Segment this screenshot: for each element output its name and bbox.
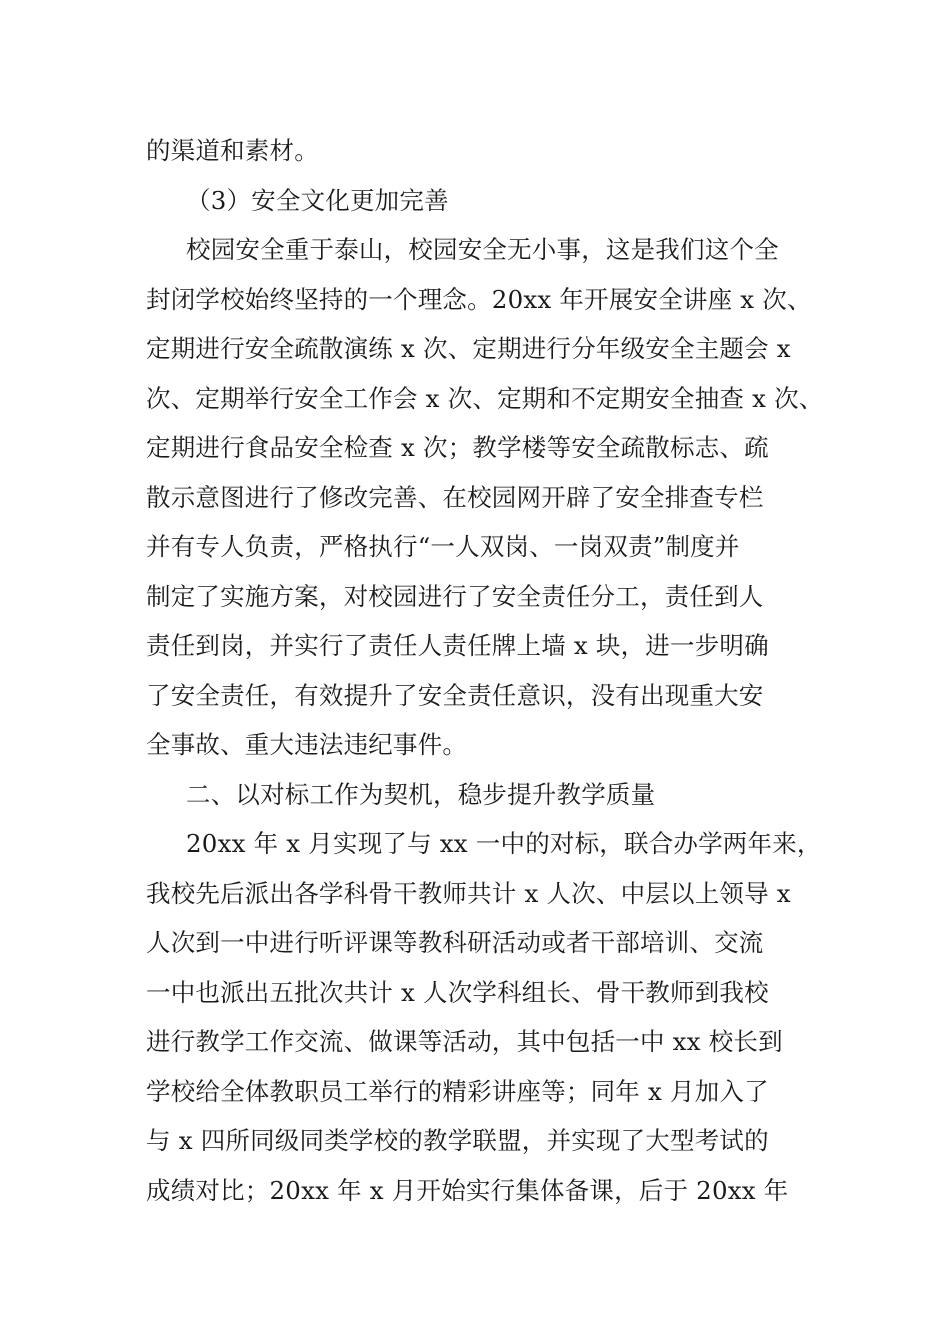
paragraph-line: 责任到岗，并实行了责任人责任牌上墙 x 块，进一步明确: [146, 631, 769, 660]
paragraph-line: 成绩对比；20xx 年 x 月开始实行集体备课，后于 20xx 年: [146, 1176, 789, 1205]
paragraph-line: 全事故、重大违法违纪事件。: [146, 730, 468, 759]
paragraph-line: 进行教学工作交流、做课等活动，其中包括一中 xx 校长到: [146, 1027, 783, 1056]
paragraph-line: 20xx 年 x 月实现了与 xx 一中的对标，联合办学两年来，: [186, 829, 822, 858]
paragraph-line: 与 x 四所同级同类学校的教学联盟，并实现了大型考试的: [146, 1126, 769, 1155]
paragraph-line: 封闭学校始终坚持的一个理念。20xx 年开展安全讲座 x 次、: [146, 285, 812, 314]
paragraph-line: 校园安全重于泰山，校园安全无小事，这是我们这个全: [186, 235, 779, 264]
paragraph-line: 定期进行食品安全检查 x 次；教学楼等安全疏散标志、疏: [146, 433, 769, 462]
paragraph-line: 制定了实施方案，对校园进行了安全责任分工，责任到人: [146, 582, 764, 611]
paragraph-line: 散示意图进行了修改完善、在校园网开辟了安全排查专栏: [146, 483, 764, 512]
paragraph-line: 人次到一中进行听评课等教科研活动或者干部培训、交流: [146, 928, 764, 957]
paragraph-line: 我校先后派出各学科骨干教师共计 x 人次、中层以上领导 x: [146, 879, 791, 908]
paragraph-line: 一中也派出五批次共计 x 人次学科组长、骨干教师到我校: [146, 978, 769, 1007]
paragraph-line: 了安全责任，有效提升了安全责任意识，没有出现重大安: [146, 681, 764, 710]
subheading-safety-culture: （3）安全文化更加完善: [186, 186, 449, 215]
paragraph-line: 定期进行安全疏散演练 x 次、定期进行分年级安全主题会 x: [146, 334, 791, 363]
paragraph-line: 学校给全体教职员工举行的精彩讲座等；同年 x 月加入了: [146, 1077, 769, 1106]
section-heading-two: 二、以对标工作为契机，稳步提升教学质量: [186, 780, 656, 809]
paragraph-line: 并有专人负责，严格执行“一人双岗、一岗双责”制度并: [146, 532, 740, 561]
text-line-1: 的渠道和素材。: [146, 136, 319, 165]
paragraph-line: 次、定期举行安全工作会 x 次、定期和不定期安全抽查 x 次、: [146, 384, 824, 413]
